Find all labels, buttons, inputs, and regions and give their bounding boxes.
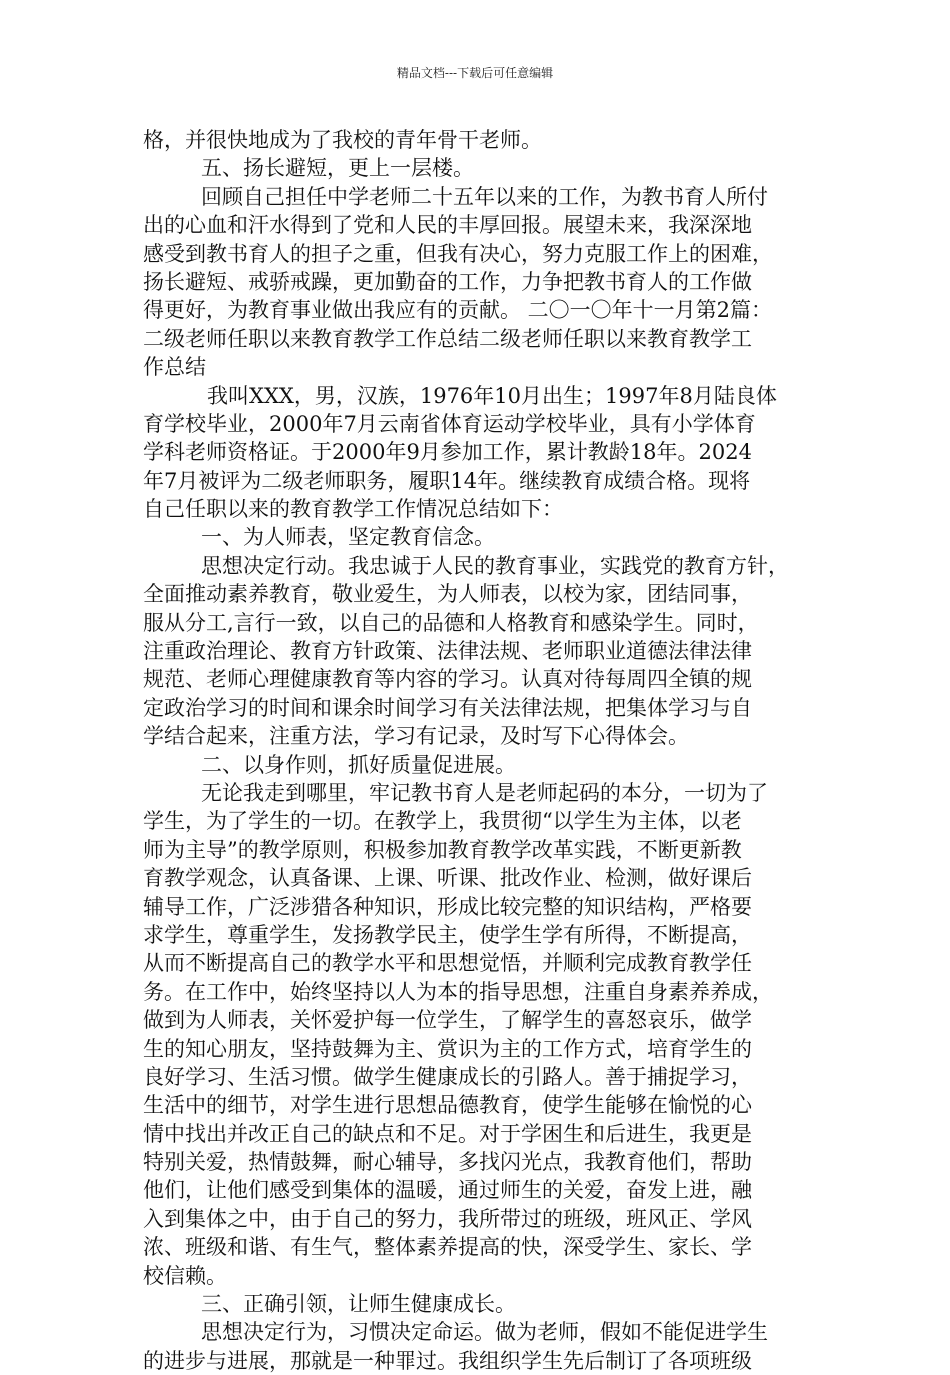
text-line: 得更好，为教育事业做出我应有的贡献。 二〇一〇年十一月第2篇：	[143, 298, 773, 323]
section-heading: 二、以身作则，抓好质量促进展。	[201, 752, 516, 777]
text-line: 情中找出并改正自己的缺点和不足。对于学困生和后进生，我更是	[143, 1121, 752, 1146]
text-line: 学科老师资格证。于2000年9月参加工作，累计教龄18年。2024	[143, 440, 752, 465]
text-line: 扬长避短、戒骄戒躁，更加勤奋的工作，力争把教书育人的工作做	[143, 269, 752, 294]
text-line: 服从分工,言行一致，以自己的品德和人格教育和感染学生。同时，	[143, 610, 759, 635]
text-line: 自己任职以来的教育教学工作情况总结如下：	[143, 497, 563, 522]
text-line: 育学校毕业，2000年7月云南省体育运动学校毕业，具有小学体育	[143, 411, 756, 436]
text-line: 定政治学习的时间和课余时间学习有关法律法规，把集体学习与自	[143, 695, 752, 720]
text-line: 我叫XXX，男，汉族，1976年10月出生；1997年8月陆良体	[207, 383, 777, 408]
text-line: 感受到教书育人的担子之重，但我有决心，努力克服工作上的困难，	[143, 241, 773, 266]
text-line: 育教学观念，认真备课、上课、听课、批改作业、检测，做好课后	[143, 866, 752, 891]
section-heading: 五、扬长避短，更上一层楼。	[201, 156, 474, 181]
text-line: 生活中的细节，对学生进行思想品德教育，使学生能够在愉悦的心	[143, 1093, 752, 1118]
text-line: 入到集体之中，由于自己的努力，我所带过的班级，班风正、学风	[143, 1206, 752, 1231]
text-line: 做到为人师表，关怀爱护每一位学生，了解学生的喜怒哀乐，做学	[143, 1008, 752, 1033]
text-line: 二级老师任职以来教育教学工作总结二级老师任职以来教育教学工	[143, 326, 752, 351]
text-line: 年7月被评为二级老师职务，履职14年。继续教育成绩合格。现将	[143, 468, 751, 493]
section-heading: 一、为人师表，坚定教育信念。	[201, 525, 495, 550]
text-line: 师为主导”的教学原则，积极参加教育教学改革实践，不断更新教	[143, 837, 742, 862]
text-line: 思想决定行动。我忠诚于人民的教育事业，实践党的教育方针，	[201, 553, 789, 578]
text-line: 生的知心朋友，坚持鼓舞为主、赏识为主的工作方式，培育学生的	[143, 1036, 752, 1061]
text-line: 的进步与进展，那就是一种罪过。我组织学生先后制订了各项班级	[143, 1348, 752, 1373]
text-line: 作总结	[143, 355, 206, 380]
text-line: 务。在工作中，始终坚持以人为本的指导思想，注重自身素养养成，	[143, 979, 773, 1004]
text-line: 全面推动素养教育，敬业爱生，为人师表，以校为家，团结同事，	[143, 582, 752, 607]
text-line: 规范、老师心理健康教育等内容的学习。认真对待每周四全镇的规	[143, 667, 752, 692]
text-line: 注重政治理论、教育方针政策、法律法规、老师职业道德法律法律	[143, 639, 752, 664]
text-line: 学生，为了学生的一切。在教学上，我贯彻“以学生为主体，以老	[143, 809, 742, 834]
text-line: 浓、班级和谐、有生气，整体素养提高的快，深受学生、家长、学	[143, 1235, 752, 1260]
text-line: 求学生，尊重学生，发扬教学民主，使学生学有所得，不断提高，	[143, 922, 752, 947]
text-line: 格，并很快地成为了我校的青年骨干老师。	[143, 128, 542, 152]
text-line: 思想决定行为，习惯决定命运。做为老师，假如不能促进学生	[201, 1320, 768, 1345]
text-line: 他们，让他们感受到集体的温暖，通过师生的关爱，奋发上进，融	[143, 1178, 752, 1203]
text-line: 良好学习、生活习惯。做学生健康成长的引路人。善于捕捉学习，	[143, 1064, 752, 1089]
text-line: 从而不断提高自己的教学水平和思想觉悟，并顺利完成教育教学任	[143, 951, 752, 976]
page-header: 精品文档---下载后可任意编辑	[396, 66, 554, 80]
text-line: 特别关爱，热情鼓舞，耐心辅导，多找闪光点，我教育他们，帮助	[143, 1150, 752, 1175]
text-line: 无论我走到哪里，牢记教书育人是老师起码的本分，一切为了	[201, 780, 768, 805]
text-line: 辅导工作，广泛涉猎各种知识，形成比较完整的知识结构，严格要	[143, 894, 752, 919]
document-body	[143, 126, 833, 1375]
text-line: 学结合起来，注重方法，学习有记录，及时写下心得体会。	[143, 724, 689, 749]
text-line: 回顾自己担任中学老师二十五年以来的工作，为教书育人所付	[201, 184, 768, 209]
text-line: 校信赖。	[143, 1263, 227, 1288]
section-heading: 三、正确引领，让师生健康成长。	[201, 1292, 516, 1317]
text-line: 出的心血和汗水得到了党和人民的丰厚回报。展望未来，我深深地	[143, 213, 752, 238]
